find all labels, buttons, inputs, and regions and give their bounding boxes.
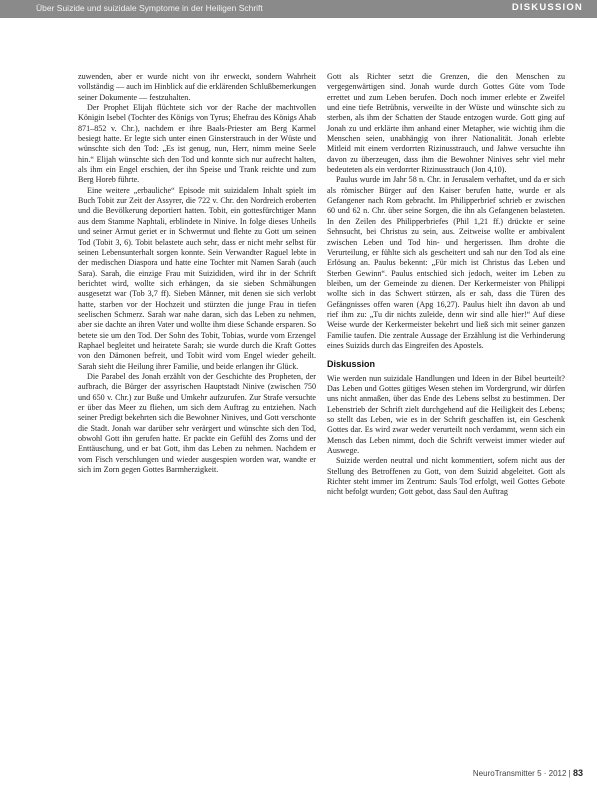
running-header [0, 0, 597, 18]
page-footer: NeuroTransmitter 5 · 2012 | 83 [472, 768, 583, 778]
right-column [327, 72, 565, 732]
section-label: DISKUSSION [511, 2, 583, 13]
paragraph: Die Parabel des Jonah erzählt von der Geschichte des Propheten, der aufbrach, die Bürger der assyrischen Hauptstadt Ninive (zwischen 750 und 650 v. Chr.) zur Buße und Umkehr aufzurufen. Zur Strafe versuchte er über das Meer zu fliehen, um sich dem Auftrag zu entziehen. Nach seiner Predigt bekehrten sich die Bewohner Ninives, und Gott verschonte die Stadt. Jonah war darüber sehr verärgert und wünschte sich den Tod, obwohl Gott ihn gerufen hatte. Er packte ein Gefühl des Zorns und der Enttäuschung, und er bat Gott, ihm das Leben zu nehmen. Nachdem er vom Fisch verschlungen und wieder ausgespien worden war, wandte er sich im Zorn gegen Gottes Barmherzigkeit. [78, 371, 316, 475]
paragraph: zuwenden, aber er wurde nicht von ihr erweckt, sondern Wahrheit vollständig — auch im Hinblick auf die erklärenden Schlußbemerkungen seiner Dokumente — festzuhalten. [78, 72, 316, 102]
paragraph: Wie werden nun suizidale Handlungen und Ideen in der Bibel beurteilt? Das Leben und Gottes gütiges Wesen stehen im Vordergrund, wir dürfen uns nicht anmaßen, über das Ende des Lebens selbst zu bestimmen. Der Lebenstrieb der Schrift zielt durchgehend auf die Heiligkeit des Lebens; so stellt das Leben, wie es in der Schrift geschaffen ist, ein Geschenk Gottes dar. Es wird zwar weder verurteilt noch verdammt, wenn sich ein Mensch das Leben nimmt, doch die Schrift verweist immer wieder auf Auswege. [327, 373, 565, 456]
journal-citation: NeuroTransmitter 5 · 2012 [472, 769, 567, 778]
paragraph: Paulus wurde im Jahr 58 n. Chr. in Jerusalem verhaftet, und da er sich als römischer Bürger auf den Kaiser berufen hatte, wurde er als Gefangener nach Rom gebracht. Im Philipperbrief schrieb er zwischen 60 und 62 n. Chr. über seine Sorgen, die ihn als Gefangenen belasteten. In den Zeilen des Philipperbriefes (Phil 1,21 ff.) drückte er seine Sehnsucht, bei Christus zu sein, aus. Zeitweise wollte er ambivalent zwischen Leben und Tod hin- und hergerissen. Ihm drohte die Verurteilung, er fühlte sich als gescheitert und sah nur den Tod als eine Erlösung an. Paulus bekennt: „Für mich ist Christus das Leben und Sterben Gewinn“. Paulus entschied sich jedoch, weiter im Leben zu bleiben, um der Gemeinde zu dienen. Der Kerkermeister von Philippi wollte sich in das Schwert stürzen, als er sah, dass die Türen des Gefängnisses offen waren (Apg 16,27). Paulus hielt ihn davon ab und rief ihm zu: „Tu dir nichts zuleide, denn wir sind alle hier!“ Auf diese Weise wurde der Kerkermeister bekehrt und ließ sich mit seiner ganzen Familie taufen. Die zentrale Aussage der Erzählung ist die Verhinderung eines Suizids durch das Eingreifen des Apostels. [327, 175, 565, 350]
left-column [78, 72, 316, 732]
paragraph: Eine weitere „erbauliche“ Episode mit suizidalem Inhalt spielt im Buch Tobit zur Zeit der Assyrer, die 722 v. Chr. den Nordreich eroberten und die Bevölkerung deportiert hatten. Tobit, ein gottesfürchtiger Mann aus dem Stamme Naphtali, erblindete in Ninive. In folge dieses Unheils und seiner Armut geriet er in Schwermut und flehte zu Gott um seinen Tod (Tobit 3, 6). Tobit belastete auch sehr, dass er nicht mehr selbst für seinen Lebensunterhalt sorgen konnte. Sein Verwandter Raguel lebte in der medischen Diaspora und hatte eine Tochter mit Namen Sarah (auch Sara). Sarah, die einzige Frau mit Suizididen, wird ihr in der Schrift berichtet wird, wollte sich erhängen, da sie sieben Schmähungen ausgesetzt war (Tob 3,7 ff). Sieben Männer, mit denen sie sich verlobt hatte, starben vor der Hochzeit und stürzten die junge Frau in tiefen seelischen Schmerz. Sarah war nahe daran, sich das Leben zu nehmen, aber sie dachte an ihren Vater und wollte ihm diese Schande ersparen. So betete sie um den Tod. Der Sohn des Tobit, Tobias, wurde vom Erzengel Raphael begleitet und heiratete Sarah; sie wurde durch die Kraft Gottes von den Dämonen befreit, und Tobit wird vom Engel wieder geheilt. Sarah sieht die Heilung ihrer Familie, und beide erlangen ihr Glück. [78, 185, 316, 371]
paragraph: Gott als Richter setzt die Grenzen, die den Menschen zu vergegenwärtigen sind. Jonah wurde durch Gottes Güte vom Tode errettet und zum Leben berufen. Doch noch immer erlebte er Zweifel und eine tiefe Betrübnis, verweilte in der Wüste und wünschte sich zu sterben, als ihm der Schatten der Staude entzogen wurde. Gott ging auf Jonah zu und erklärte ihm anhand einer Metapher, wie wichtig ihm die Menschen seien, unabhängig von ihrer Nationalität. Jonah erlebte Mitleid mit einem verdorrten Rizinusstrauch, und Jahwe versuchte ihn davon zu überzeugen, dass ihm die Bewohner Ninives sehr viel mehr bedeuteten als ein verdorrter Rizinusstrauch (Jon 4,10). [327, 72, 565, 175]
paragraph: Der Prophet Elijah flüchtete sich vor der Rache der machtvollen Königin Isebel (Tochter des Königs von Tyrus; Ehefrau des Königs Ahab 871–852 v. Chr.), nachdem er ihre Baals-Priester am Berg Karmel besiegt hatte. Er legte sich unter einen Ginsterstrauch in der Wüste und wünschte sich den Tod: „Es ist genug, nun, Herr, nimm meine Seele hin.“ Elijah wünschte sich den Tod und konnte sich nur aufrecht halten, als ihm ein Engel erschien, der ihn Speise und Trank reichte und zum Berg Horeb führte. [78, 103, 316, 185]
page-number: 83 [572, 768, 583, 778]
running-title: Über Suizide und suizidale Symptome in der Heiligen Schrift [36, 3, 263, 13]
section-heading: Diskussion [327, 359, 376, 370]
paragraph: Suizide werden neutral und nicht kommentiert, sofern nicht aus der Stellung des Betroffenen zu Gott, von dem Suizid abgeleitet. Gott als Richter steht immer im Zentrum: Sauls Tod erfolgt, weil Gottes Gebote nicht befolgt wurden; Gott gebot, dass Saul den Auftrag [327, 456, 565, 497]
